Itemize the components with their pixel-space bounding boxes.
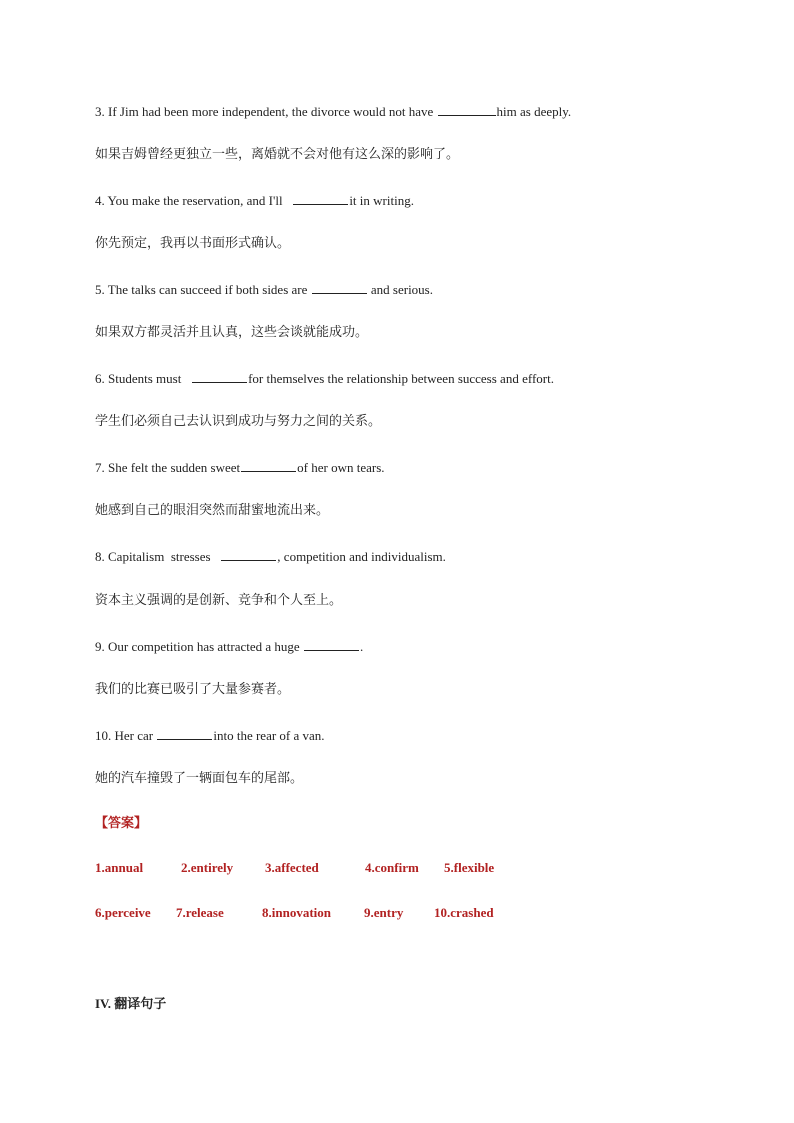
answer-item: 5.flexible [444,860,495,875]
sentence-text: 8. Capitalism stresses [95,549,221,564]
chinese-translation: 如果双方都灵活并且认真，这些会谈就能成功。 [95,325,369,340]
answer-row [95,905,595,921]
answer-item: 2.entirely [181,860,234,875]
sentence-text: . [359,639,364,654]
sentence-text: 5. The talks can succeed if both sides are [95,282,311,297]
sentence-text: into the rear of a van. [213,728,325,743]
answer-blank [221,548,276,561]
answer-blank [192,370,247,383]
sentence-text: for themselves the relationship between success and effort. [248,371,554,386]
chinese-translation: 她的汽车撞毁了一辆面包车的尾部。 [95,771,304,786]
sentence-text: 6. Students must [95,371,192,386]
chinese-translation: 我们的比赛已吸引了大量参赛者。 [95,682,291,697]
chinese-translation: 资本主义强调的是创新、竞争和个人至上。 [95,593,343,608]
answer-blank [312,281,367,294]
answer-item: 8.innovation [262,905,331,920]
answer-blank [304,638,359,651]
answer-item: 9.entry [364,905,404,920]
answer-item: 6.perceive [95,905,151,920]
sentence-text: , competition and individualism. [277,549,446,564]
sentence-text: 9. Our competition has attracted a huge [95,639,303,654]
sentence-text: it in writing. [349,193,414,208]
section-heading: IV. 翻译句子 [95,996,167,1011]
answer-item: 7.release [176,905,224,920]
sentence-text: and serious. [367,282,433,297]
sentence-text: 10. Her car [95,728,157,743]
answer-item: 1.annual [95,860,144,875]
sentence-text: 4. You make the reservation, and I'll [95,193,293,208]
sentence-text: of her own tears. [297,460,385,475]
answer-blank [241,459,296,472]
answer-row [95,860,595,876]
answer-heading: 【答案】 [95,816,148,831]
sentence-text: 7. She felt the sudden sweet [95,460,241,475]
sentence-text: him as deeply. [496,104,572,119]
answer-blank [293,192,348,205]
sentence-text: 3. If Jim had been more independent, the divorce would not have [95,104,437,119]
chinese-translation: 学生们必须自己去认识到成功与努力之间的关系。 [95,414,382,429]
chinese-translation: 她感到自己的眼泪突然而甜蜜地流出来。 [95,503,330,518]
answer-item: 4.confirm [365,860,419,875]
answer-item: 10.crashed [434,905,494,920]
chinese-translation: 你先预定，我再以书面形式确认。 [95,236,291,251]
answer-blank [438,103,496,116]
answer-item: 3.affected [265,860,319,875]
chinese-translation: 如果吉姆曾经更独立一些，离婚就不会对他有这么深的影响了。 [95,147,460,162]
answer-blank [157,727,212,740]
